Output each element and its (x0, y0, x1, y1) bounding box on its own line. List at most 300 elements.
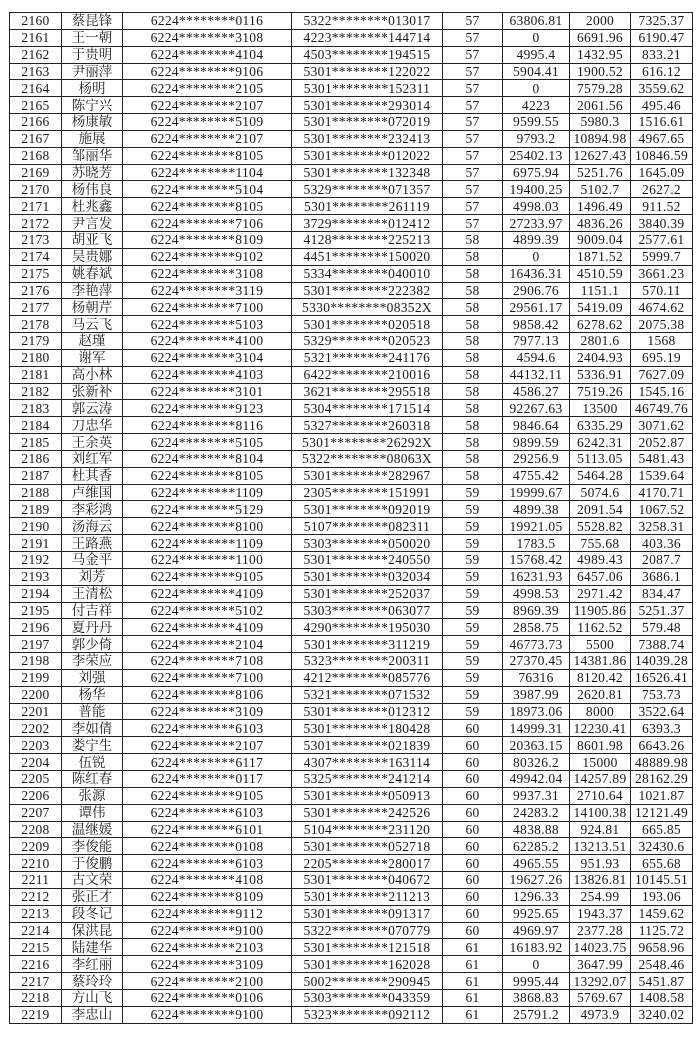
cell-amount-2: 13292.07 (570, 973, 631, 990)
cell-amount-3: 3686.1 (631, 568, 693, 585)
table-row (10, 366, 693, 383)
cell-row-number: 2168 (10, 147, 62, 164)
cell-row-number: 2204 (10, 754, 62, 771)
cell-bank-card-number: 6224********8109 (123, 231, 292, 248)
cell-amount-2: 2404.93 (570, 349, 631, 366)
table-row (10, 501, 693, 518)
cell-row-number: 2167 (10, 130, 62, 147)
cell-amount-3: 1067.52 (631, 501, 693, 518)
cell-amount-1: 76316 (503, 669, 570, 686)
cell-amount-1: 18973.06 (503, 703, 570, 720)
cell-amount-3: 1539.64 (631, 467, 693, 484)
cell-amount-2: 755.68 (570, 535, 631, 552)
data-table (9, 12, 693, 1024)
cell-amount-3: 6190.47 (631, 29, 693, 46)
cell-amount-2: 12627.43 (570, 147, 631, 164)
cell-age: 58 (443, 282, 503, 299)
table-row (10, 248, 693, 265)
cell-age: 60 (443, 804, 503, 821)
cell-amount-3: 3840.39 (631, 215, 693, 232)
cell-name: 郭云涛 (62, 400, 123, 417)
cell-row-number: 2161 (10, 29, 62, 46)
cell-name: 保洪昆 (62, 922, 123, 939)
cell-amount-3: 16526.41 (631, 669, 693, 686)
cell-amount-2: 3647.99 (570, 956, 631, 973)
table-row (10, 198, 693, 215)
cell-id-number: 5301********092019 (292, 501, 443, 518)
table-row (10, 97, 693, 114)
cell-amount-2: 1496.49 (570, 198, 631, 215)
cell-amount-3: 2075.38 (631, 316, 693, 333)
cell-age: 58 (443, 366, 503, 383)
cell-id-number: 4290********195030 (292, 619, 443, 636)
cell-amount-2: 4510.59 (570, 265, 631, 282)
cell-bank-card-number: 6224********5104 (123, 181, 292, 198)
cell-amount-3: 5251.37 (631, 602, 693, 619)
cell-amount-1: 1783.5 (503, 535, 570, 552)
cell-name: 苏晓芳 (62, 164, 123, 181)
cell-age: 57 (443, 147, 503, 164)
cell-amount-3: 193.06 (631, 888, 693, 905)
cell-age: 58 (443, 316, 503, 333)
cell-age: 60 (443, 905, 503, 922)
table-row (10, 686, 693, 703)
cell-bank-card-number: 6224********0117 (123, 770, 292, 787)
cell-age: 60 (443, 737, 503, 754)
cell-amount-2: 5074.6 (570, 484, 631, 501)
cell-amount-3: 5481.43 (631, 450, 693, 467)
cell-bank-card-number: 6224********8105 (123, 198, 292, 215)
cell-age: 57 (443, 215, 503, 232)
cell-name: 蔡玲玲 (62, 973, 123, 990)
cell-bank-card-number: 6224********3101 (123, 383, 292, 400)
cell-age: 57 (443, 114, 503, 131)
table-row (10, 400, 693, 417)
cell-amount-3: 665.85 (631, 821, 693, 838)
cell-id-number: 5301********122022 (292, 63, 443, 80)
cell-amount-2: 11905.86 (570, 602, 631, 619)
cell-age: 59 (443, 619, 503, 636)
cell-id-number: 4503********194515 (292, 46, 443, 63)
cell-row-number: 2165 (10, 97, 62, 114)
cell-bank-card-number: 6224********2107 (123, 130, 292, 147)
cell-amount-3: 3559.62 (631, 80, 693, 97)
cell-amount-2: 2061.56 (570, 97, 631, 114)
table-row (10, 770, 693, 787)
table-row (10, 231, 693, 248)
cell-amount-2: 13826.81 (570, 872, 631, 889)
cell-bank-card-number: 6224********5109 (123, 114, 292, 131)
table-row (10, 939, 693, 956)
cell-age: 58 (443, 467, 503, 484)
cell-name: 赵瑾 (62, 333, 123, 350)
table-row (10, 282, 693, 299)
cell-id-number: 5301********072019 (292, 114, 443, 131)
cell-row-number: 2213 (10, 905, 62, 922)
cell-id-number: 5321********071532 (292, 686, 443, 703)
cell-bank-card-number: 6224********5105 (123, 434, 292, 451)
cell-name: 尹丽萍 (62, 63, 123, 80)
cell-amount-3: 32430.6 (631, 838, 693, 855)
cell-amount-1: 9793.2 (503, 130, 570, 147)
cell-row-number: 2188 (10, 484, 62, 501)
table-row (10, 787, 693, 804)
cell-amount-3: 834.47 (631, 585, 693, 602)
cell-name: 李如倩 (62, 720, 123, 737)
table-row (10, 434, 693, 451)
cell-bank-card-number: 6224********8100 (123, 518, 292, 535)
table-row (10, 888, 693, 905)
cell-amount-2: 9009.04 (570, 231, 631, 248)
cell-bank-card-number: 6224********2105 (123, 80, 292, 97)
cell-bank-card-number: 6224********9105 (123, 787, 292, 804)
cell-name: 陈红春 (62, 770, 123, 787)
table-row (10, 467, 693, 484)
cell-age: 58 (443, 231, 503, 248)
cell-age: 57 (443, 181, 503, 198)
cell-age: 59 (443, 552, 503, 569)
cell-amount-1: 16436.31 (503, 265, 570, 282)
cell-id-number: 5107********082311 (292, 518, 443, 535)
cell-age: 59 (443, 669, 503, 686)
table-row (10, 29, 693, 46)
cell-amount-1: 4965.55 (503, 855, 570, 872)
table-row (10, 619, 693, 636)
cell-id-number: 5303********063077 (292, 602, 443, 619)
cell-amount-2: 5336.91 (570, 366, 631, 383)
cell-name: 段冬记 (62, 905, 123, 922)
cell-row-number: 2171 (10, 198, 62, 215)
cell-bank-card-number: 6224********9102 (123, 248, 292, 265)
cell-bank-card-number: 6224********5129 (123, 501, 292, 518)
cell-name: 娄宁生 (62, 737, 123, 754)
cell-amount-1: 9599.55 (503, 114, 570, 131)
cell-id-number: 2305********151991 (292, 484, 443, 501)
cell-amount-2: 2620.81 (570, 686, 631, 703)
cell-amount-1: 3868.83 (503, 989, 570, 1006)
cell-id-number: 5329********071357 (292, 181, 443, 198)
cell-id-number: 5321********241176 (292, 349, 443, 366)
cell-age: 59 (443, 602, 503, 619)
cell-name: 于贵明 (62, 46, 123, 63)
cell-row-number: 2215 (10, 939, 62, 956)
table-row (10, 956, 693, 973)
cell-id-number: 5301********012022 (292, 147, 443, 164)
cell-age: 60 (443, 872, 503, 889)
cell-row-number: 2219 (10, 1006, 62, 1023)
table-row (10, 215, 693, 232)
cell-bank-card-number: 6224********6103 (123, 804, 292, 821)
cell-age: 57 (443, 97, 503, 114)
cell-bank-card-number: 6224********9112 (123, 905, 292, 922)
cell-amount-1: 6975.94 (503, 164, 570, 181)
cell-age: 60 (443, 787, 503, 804)
cell-id-number: 4128********225213 (292, 231, 443, 248)
cell-id-number: 4223********144714 (292, 29, 443, 46)
cell-id-number: 5301********26292X (292, 434, 443, 451)
cell-amount-1: 4755.42 (503, 467, 570, 484)
cell-id-number: 5301********180428 (292, 720, 443, 737)
cell-amount-2: 1900.52 (570, 63, 631, 80)
cell-age: 61 (443, 973, 503, 990)
cell-amount-3: 695.19 (631, 349, 693, 366)
cell-bank-card-number: 6224********9100 (123, 1006, 292, 1023)
cell-amount-1: 9846.64 (503, 417, 570, 434)
table-row (10, 602, 693, 619)
cell-name: 温继媛 (62, 821, 123, 838)
cell-row-number: 2211 (10, 872, 62, 889)
cell-age: 57 (443, 198, 503, 215)
cell-amount-2: 5102.7 (570, 181, 631, 198)
cell-amount-1: 4586.27 (503, 383, 570, 400)
cell-amount-1: 2906.76 (503, 282, 570, 299)
cell-row-number: 2205 (10, 770, 62, 787)
cell-amount-3: 833.21 (631, 46, 693, 63)
cell-id-number: 4212********085776 (292, 669, 443, 686)
cell-amount-1: 80326.2 (503, 754, 570, 771)
cell-age: 58 (443, 383, 503, 400)
cell-row-number: 2183 (10, 400, 62, 417)
table-row (10, 63, 693, 80)
cell-amount-1: 29561.17 (503, 299, 570, 316)
cell-row-number: 2198 (10, 653, 62, 670)
cell-name: 谢军 (62, 349, 123, 366)
table-row (10, 181, 693, 198)
table-row (10, 299, 693, 316)
cell-age: 58 (443, 299, 503, 316)
cell-amount-3: 655.68 (631, 855, 693, 872)
cell-bank-card-number: 6224********6101 (123, 821, 292, 838)
table-row (10, 653, 693, 670)
cell-id-number: 5301********242526 (292, 804, 443, 821)
cell-age: 57 (443, 13, 503, 30)
cell-id-number: 5322********070779 (292, 922, 443, 939)
cell-amount-3: 495.46 (631, 97, 693, 114)
cell-id-number: 5329********020523 (292, 333, 443, 350)
cell-amount-3: 2052.87 (631, 434, 693, 451)
cell-amount-3: 570.11 (631, 282, 693, 299)
table-row (10, 147, 693, 164)
cell-amount-2: 1871.52 (570, 248, 631, 265)
cell-name: 谭伟 (62, 804, 123, 821)
table-row (10, 80, 693, 97)
cell-amount-3: 28162.29 (631, 770, 693, 787)
cell-row-number: 2190 (10, 518, 62, 535)
cell-name: 吴贵娜 (62, 248, 123, 265)
cell-id-number: 5303********043359 (292, 989, 443, 1006)
cell-name: 伍锐 (62, 754, 123, 771)
cell-age: 57 (443, 80, 503, 97)
cell-amount-3: 753.73 (631, 686, 693, 703)
cell-amount-2: 14381.86 (570, 653, 631, 670)
cell-amount-3: 48889.98 (631, 754, 693, 771)
cell-bank-card-number: 6224********8109 (123, 888, 292, 905)
cell-age: 58 (443, 434, 503, 451)
cell-name: 李忠山 (62, 1006, 123, 1023)
cell-id-number: 5301********012312 (292, 703, 443, 720)
table-row (10, 585, 693, 602)
cell-amount-3: 1021.87 (631, 787, 693, 804)
cell-amount-2: 1151.1 (570, 282, 631, 299)
cell-amount-2: 6242.31 (570, 434, 631, 451)
cell-amount-2: 12230.41 (570, 720, 631, 737)
cell-amount-2: 1432.95 (570, 46, 631, 63)
cell-id-number: 5301********232413 (292, 130, 443, 147)
cell-amount-3: 10145.51 (631, 872, 693, 889)
cell-amount-1: 0 (503, 248, 570, 265)
cell-amount-2: 2000 (570, 13, 631, 30)
cell-name: 刘芳 (62, 568, 123, 585)
table-row (10, 13, 693, 30)
table-row (10, 535, 693, 552)
cell-id-number: 2205********280017 (292, 855, 443, 872)
cell-age: 60 (443, 754, 503, 771)
cell-amount-3: 2577.61 (631, 231, 693, 248)
table-row (10, 922, 693, 939)
cell-bank-card-number: 6224********4104 (123, 46, 292, 63)
cell-id-number: 5330********08352X (292, 299, 443, 316)
cell-id-number: 5002********290945 (292, 973, 443, 990)
cell-amount-3: 14039.28 (631, 653, 693, 670)
cell-id-number: 5323********092112 (292, 1006, 443, 1023)
cell-age: 58 (443, 333, 503, 350)
cell-bank-card-number: 6224********4100 (123, 333, 292, 350)
cell-row-number: 2173 (10, 231, 62, 248)
cell-row-number: 2210 (10, 855, 62, 872)
cell-age: 59 (443, 568, 503, 585)
cell-amount-2: 4973.9 (570, 1006, 631, 1023)
cell-name: 王余英 (62, 434, 123, 451)
table-row (10, 1006, 693, 1023)
table-row (10, 821, 693, 838)
cell-amount-2: 13500 (570, 400, 631, 417)
cell-name: 尹言发 (62, 215, 123, 232)
cell-amount-1: 16183.92 (503, 939, 570, 956)
cell-age: 60 (443, 855, 503, 872)
cell-bank-card-number: 6224********2104 (123, 636, 292, 653)
cell-amount-3: 1645.09 (631, 164, 693, 181)
table-row (10, 383, 693, 400)
cell-age: 61 (443, 1006, 503, 1023)
cell-name: 古文荣 (62, 872, 123, 889)
cell-amount-1: 0 (503, 80, 570, 97)
cell-age: 58 (443, 450, 503, 467)
cell-age: 57 (443, 46, 503, 63)
cell-amount-3: 2548.46 (631, 956, 693, 973)
cell-row-number: 2207 (10, 804, 62, 821)
cell-id-number: 5301********311219 (292, 636, 443, 653)
table-row (10, 989, 693, 1006)
cell-amount-3: 911.52 (631, 198, 693, 215)
cell-age: 59 (443, 501, 503, 518)
cell-row-number: 2182 (10, 383, 62, 400)
cell-amount-3: 579.48 (631, 619, 693, 636)
cell-amount-1: 46773.73 (503, 636, 570, 653)
cell-amount-2: 8120.42 (570, 669, 631, 686)
cell-bank-card-number: 6224********1109 (123, 535, 292, 552)
cell-amount-1: 5904.41 (503, 63, 570, 80)
cell-row-number: 2189 (10, 501, 62, 518)
table-row (10, 636, 693, 653)
cell-amount-1: 15768.42 (503, 552, 570, 569)
cell-row-number: 2206 (10, 787, 62, 804)
table-row (10, 737, 693, 754)
cell-row-number: 2199 (10, 669, 62, 686)
cell-id-number: 4307********163114 (292, 754, 443, 771)
cell-name: 姚春斌 (62, 265, 123, 282)
cell-bank-card-number: 6224********7100 (123, 669, 292, 686)
cell-bank-card-number: 6224********5102 (123, 602, 292, 619)
cell-amount-3: 4967.65 (631, 130, 693, 147)
cell-id-number: 3621********295518 (292, 383, 443, 400)
cell-row-number: 2192 (10, 552, 62, 569)
cell-amount-1: 4899.38 (503, 501, 570, 518)
cell-name: 李红丽 (62, 956, 123, 973)
cell-id-number: 5301********211213 (292, 888, 443, 905)
table-row (10, 568, 693, 585)
cell-name: 刘红军 (62, 450, 123, 467)
cell-age: 57 (443, 29, 503, 46)
cell-amount-3: 5451.87 (631, 973, 693, 990)
cell-id-number: 5301********121518 (292, 939, 443, 956)
cell-bank-card-number: 6224********2107 (123, 97, 292, 114)
cell-amount-2: 4836.26 (570, 215, 631, 232)
cell-id-number: 5322********08063X (292, 450, 443, 467)
cell-bank-card-number: 6224********1104 (123, 164, 292, 181)
cell-row-number: 2201 (10, 703, 62, 720)
cell-id-number: 4451********150020 (292, 248, 443, 265)
cell-id-number: 5301********021839 (292, 737, 443, 754)
cell-bank-card-number: 6224********3109 (123, 956, 292, 973)
table-row (10, 905, 693, 922)
cell-amount-2: 951.93 (570, 855, 631, 872)
cell-bank-card-number: 6224********8105 (123, 147, 292, 164)
cell-row-number: 2184 (10, 417, 62, 434)
cell-age: 60 (443, 888, 503, 905)
cell-row-number: 2191 (10, 535, 62, 552)
cell-name: 于俊鹏 (62, 855, 123, 872)
cell-row-number: 2196 (10, 619, 62, 636)
cell-row-number: 2218 (10, 989, 62, 1006)
cell-row-number: 2164 (10, 80, 62, 97)
cell-amount-2: 2377.28 (570, 922, 631, 939)
cell-amount-1: 8969.39 (503, 602, 570, 619)
cell-bank-card-number: 6224********1109 (123, 484, 292, 501)
cell-amount-3: 3240.02 (631, 1006, 693, 1023)
cell-row-number: 2185 (10, 434, 62, 451)
cell-name: 刘强 (62, 669, 123, 686)
cell-bank-card-number: 6224********3109 (123, 703, 292, 720)
cell-amount-3: 7388.74 (631, 636, 693, 653)
cell-bank-card-number: 6224********8116 (123, 417, 292, 434)
cell-amount-2: 6691.96 (570, 29, 631, 46)
table-row (10, 484, 693, 501)
cell-id-number: 5301********222382 (292, 282, 443, 299)
cell-row-number: 2166 (10, 114, 62, 131)
cell-amount-3: 9658.96 (631, 939, 693, 956)
table-row (10, 518, 693, 535)
cell-row-number: 2180 (10, 349, 62, 366)
table-row (10, 333, 693, 350)
cell-row-number: 2216 (10, 956, 62, 973)
table-row (10, 552, 693, 569)
table-row (10, 754, 693, 771)
cell-id-number: 5322********013017 (292, 13, 443, 30)
cell-row-number: 2209 (10, 838, 62, 855)
cell-amount-1: 25791.2 (503, 1006, 570, 1023)
cell-amount-1: 16231.93 (503, 568, 570, 585)
cell-row-number: 2203 (10, 737, 62, 754)
